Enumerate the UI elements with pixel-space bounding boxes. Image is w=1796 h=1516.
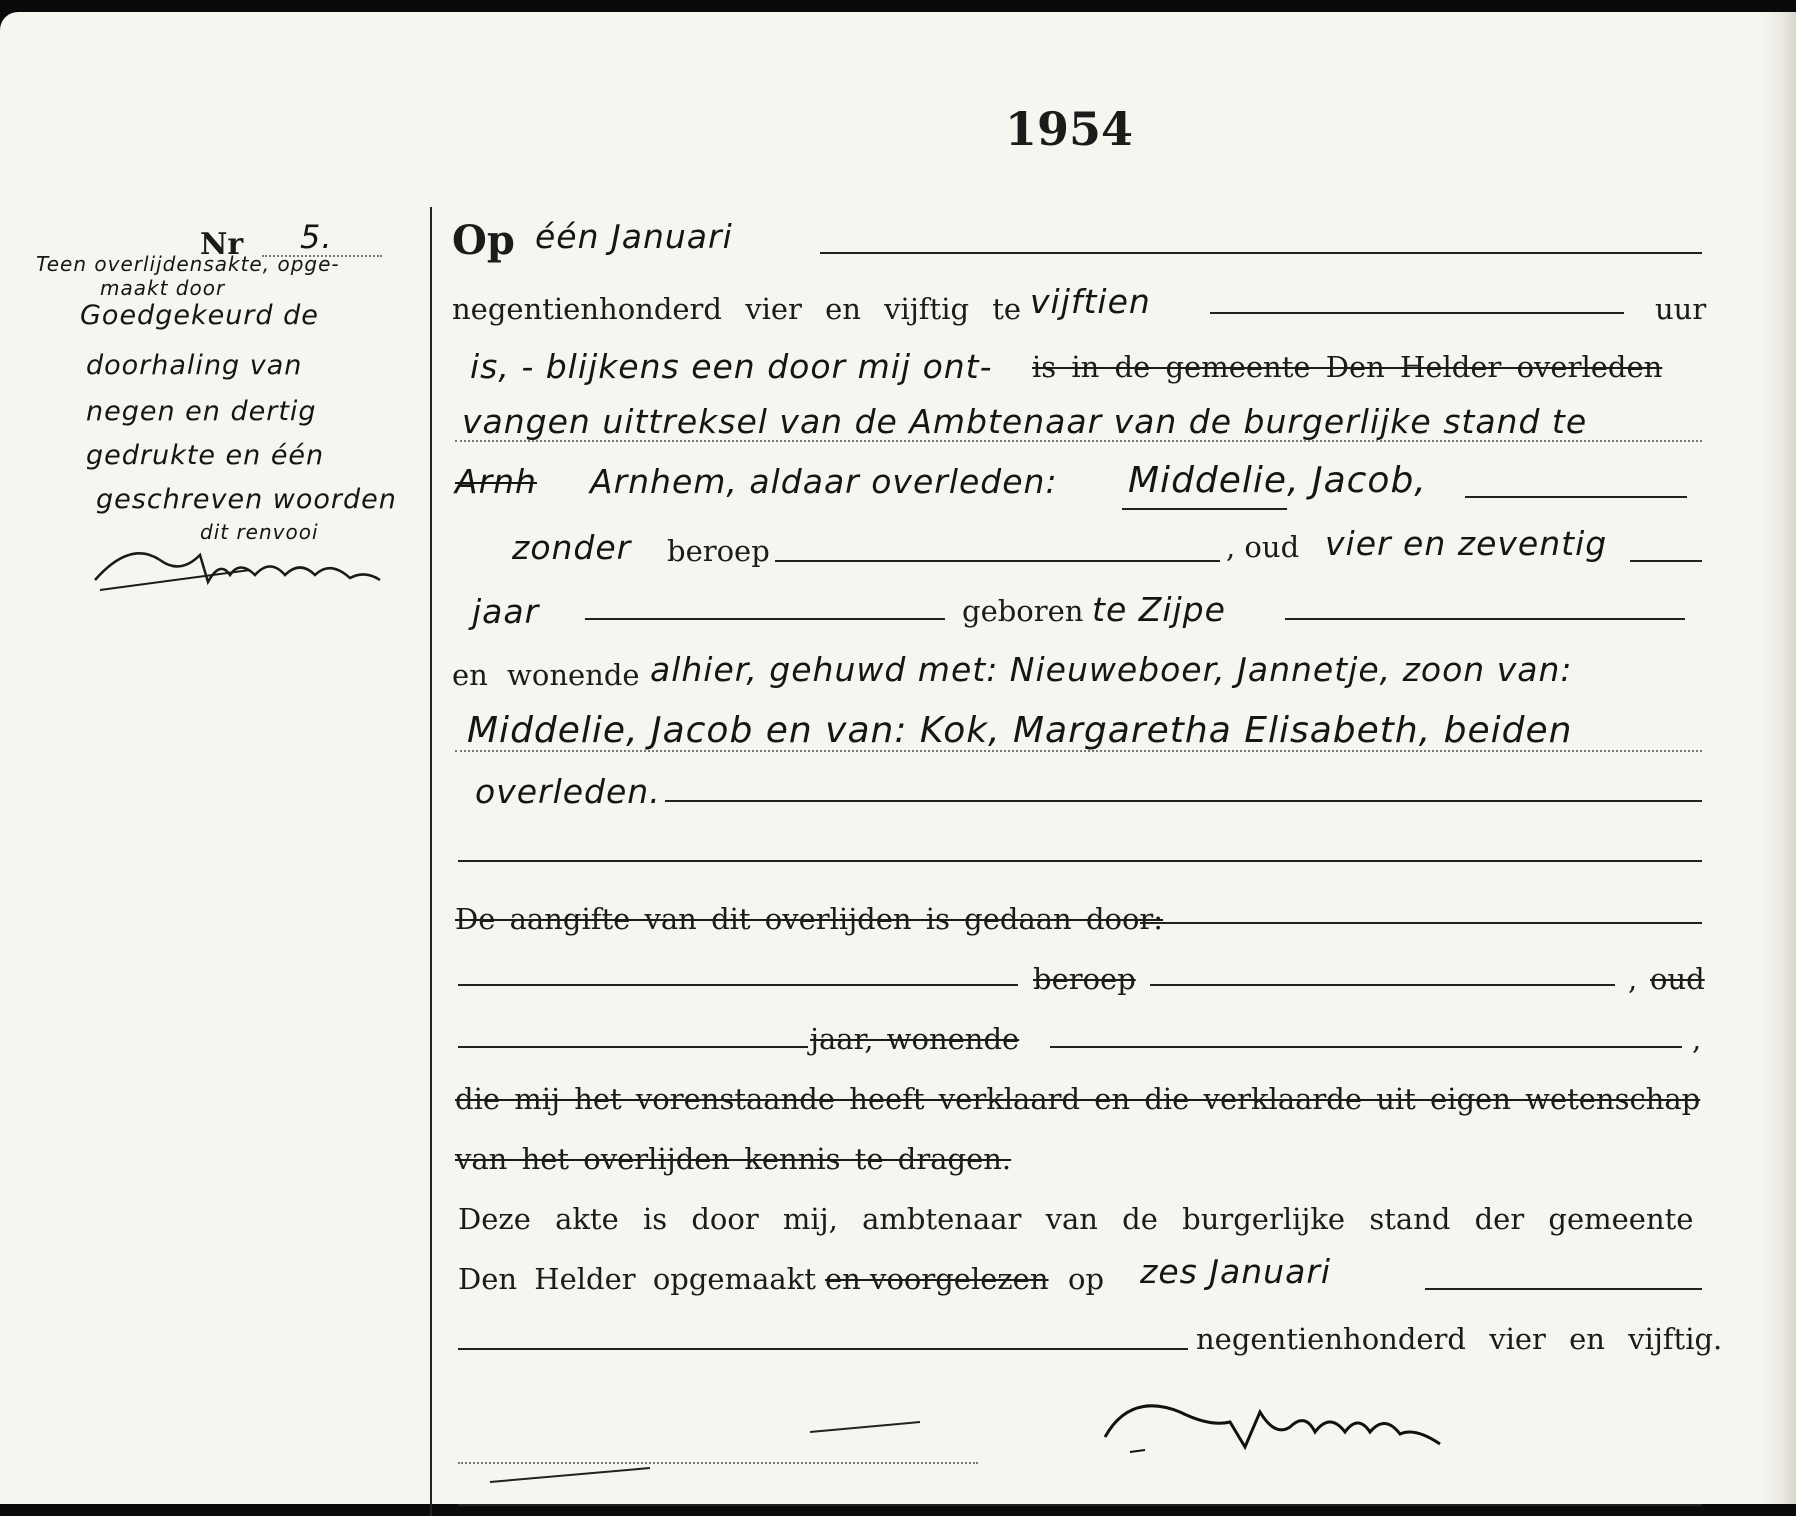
declarant-line3-fill-a [458,1046,808,1048]
declarant-line4: die mij het vorenstaande heeft verklaard en die verklaarde uit eigen wetenschap [455,1082,1701,1116]
declarant-line2-fill-b [1150,984,1615,986]
margin-note-line4: doorhaling van [86,350,303,381]
witness-stroke [480,1420,940,1490]
page-edge [1762,12,1796,1504]
declarant-line1-fill [1140,922,1702,924]
line4-dots [455,440,1702,442]
oud-label: , oud [1226,530,1300,564]
closing-line1: Deze akte is door mij, ambtenaar van de burgerlijke stand der gemeente [458,1202,1694,1236]
margin-note-line7: geschreven woorden [96,484,397,515]
closing-final-year: negentienhonderd vier en vijftig. [1196,1322,1723,1356]
jaar-value: jaar [472,592,540,631]
parents-dots [455,750,1702,752]
uur-label: uur [1655,292,1707,326]
closing-place: Den Helder opgemaakt [458,1262,816,1296]
page-year: 1954 [1005,102,1134,156]
declarant-line2-fill-a [458,984,1018,986]
op-label: Op [452,217,515,264]
struck-arnh: Arnh [455,462,537,501]
age-value: vier en zeventig [1325,524,1608,563]
bottom-line [458,1504,1702,1506]
declarant-line1: De aangifte van dit overlijden is gedaan door: [455,902,1164,936]
margin-note-line3: Goedgekeurd de [80,300,319,331]
death-date: één Januari [535,217,733,256]
year-words: negentienhonderd vier en vijftig te [452,292,1022,326]
record-number-label: Nr [200,227,244,262]
declarant-comma2: , [1692,1022,1702,1056]
declarant-line3-fill-b [1050,1046,1682,1048]
margin-note-line2: maakt door [100,276,226,300]
declarant-comma: , [1628,962,1638,996]
closing-line3-fill [458,1348,1188,1350]
margin-divider [430,207,432,1516]
wonende-label: en wonende [452,658,640,692]
birthplace: te Zijpe [1092,590,1226,629]
closing-date: zes Januari [1140,1252,1332,1291]
deceased-name: Middelie, Jacob, [1128,460,1427,501]
closing-struck-voorgelezen: en voorgelezen [825,1262,1049,1296]
declarant-jaar-wonende: jaar, wonende [810,1022,1020,1056]
handwritten-extract-line: vangen uittreksel van de Ambtenaar van de burgerlijke stand te [462,402,1588,441]
struck-place-text: is in de gemeente Den Helder overleden [1032,350,1663,384]
register-page [0,12,1796,1504]
age-fill [1630,560,1702,562]
birthplace-fill [1285,618,1685,620]
parents-line: Middelie, Jacob en van: Kok, Margaretha Elisabeth, beiden [467,710,1573,751]
line10-fill [665,800,1702,802]
residence-value: alhier, gehuwd met: Nieuweboer, Jannetje, zoon van: [650,650,1573,689]
margin-signature [90,530,410,600]
geboren-label: geboren [962,594,1084,628]
beroep-fill [775,560,1220,562]
signature-dots [458,1462,978,1464]
occupation-value: zonder [512,528,632,567]
record-number-value: 5. [300,218,333,256]
jaar-fill [585,618,945,620]
beroep-label: beroep [667,534,770,568]
hour-value: vijftien [1030,282,1151,321]
handwritten-arnhem: Arnhem, aldaar overleden: [590,462,1058,501]
declarant-line5: van het overlijden kennis te dragen. [455,1142,1012,1176]
line5-fill [1465,496,1687,498]
line1-fill [820,252,1702,254]
handwritten-is-line: is, - blijkens een door mij ont- [470,347,993,386]
official-signature [1100,1382,1480,1472]
declarant-oud: oud [1650,962,1705,996]
name-underline [1122,508,1287,510]
parents-end: overleden. [475,772,661,811]
closing-date-fill [1425,1288,1702,1290]
closing-op: op [1068,1262,1105,1296]
blank-line [458,860,1702,862]
margin-note-line6: gedrukte en één [86,440,325,471]
margin-note-line8: dit renvooi [200,520,319,544]
line2-fill [1210,312,1624,314]
margin-note-line5: negen en dertig [86,396,317,427]
declarant-beroep: beroep [1033,962,1136,996]
margin-note-line1: Teen overlijdensakte, opge- [36,252,340,276]
